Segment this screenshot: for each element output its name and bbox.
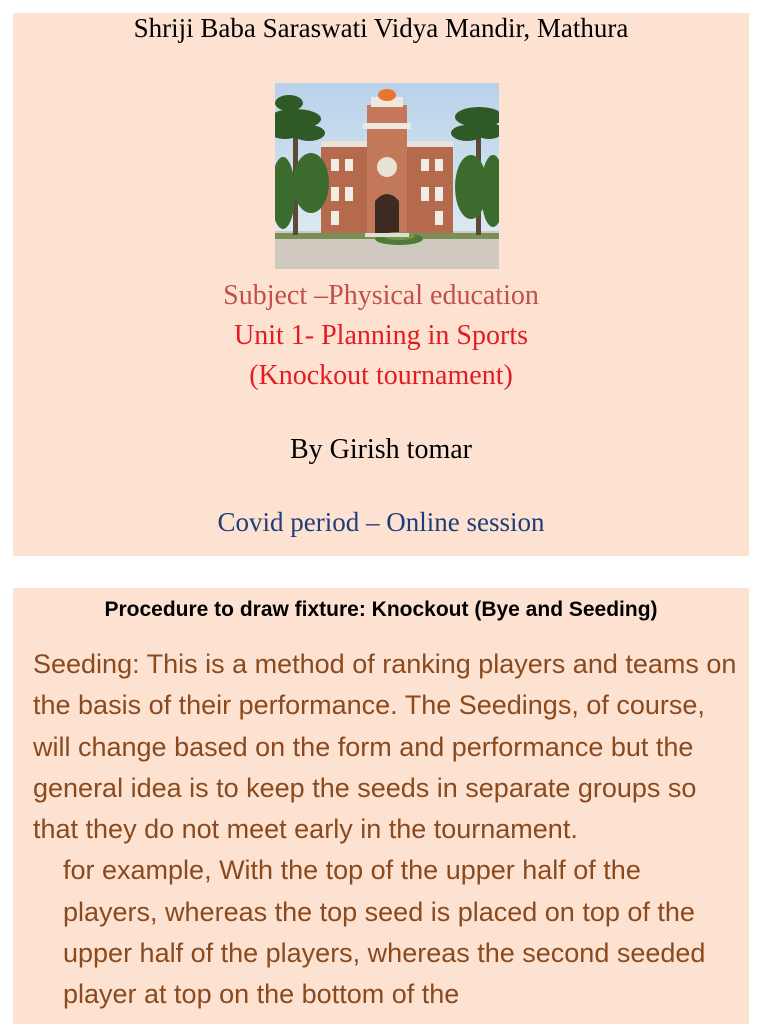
- example-paragraph: for example, With the top of the upper half of the players, whereas the top seed is placed on top of the upper half of the players, whereas the second seeded player at top on the bottom of the: [63, 855, 706, 1010]
- title-slide: [13, 13, 749, 556]
- author-line: By Girish tomar: [290, 434, 472, 465]
- subject-line: Subject –Physical education: [223, 280, 539, 311]
- topic-line: (Knockout tournament): [249, 360, 513, 391]
- school-name: Shriji Baba Saraswati Vidya Mandir, Mathura: [133, 13, 629, 43]
- procedure-body: [33, 644, 739, 1016]
- session-line: Covid period – Online session: [217, 507, 545, 537]
- procedure-heading: Procedure to draw fixture: Knockout (Bye and Seeding): [104, 598, 658, 621]
- seeding-paragraph: Seeding: This is a method of ranking players and teams on the basis of their performance. The Seedings, of course, will change based on the form and performance but the general idea is to keep the seeds in separate groups so that they do not meet early in the tournament.: [33, 649, 737, 845]
- procedure-slide: [13, 588, 749, 1024]
- school-building-photo: [275, 83, 499, 269]
- unit-line: Unit 1- Planning in Sports: [233, 320, 528, 351]
